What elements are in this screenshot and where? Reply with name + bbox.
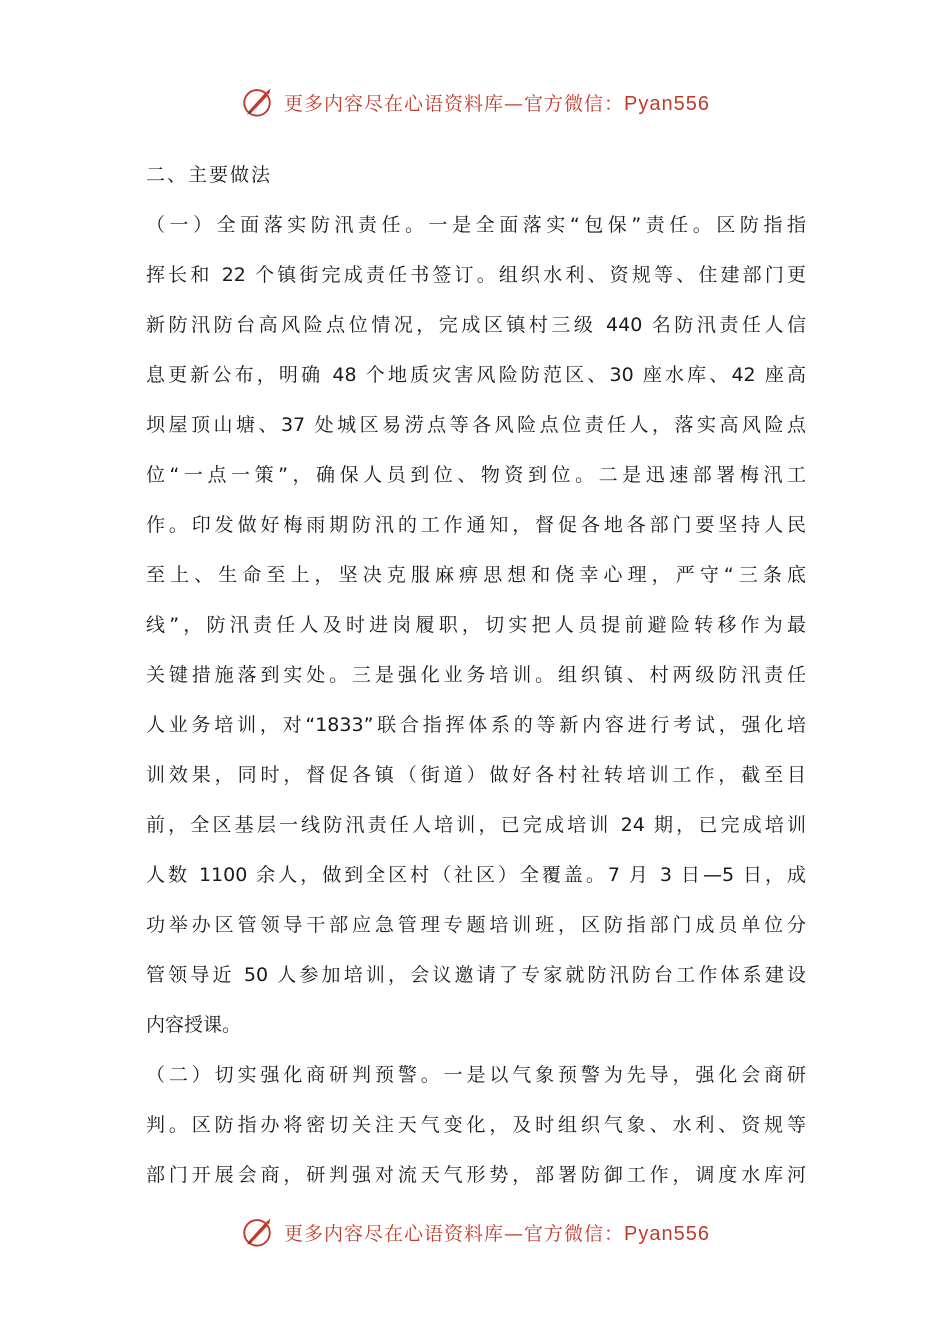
footer-banner — [0, 1212, 950, 1252]
text-line: 线”，防汛责任人及时进岗履职，切实把人员提前避险转移作为最 — [146, 614, 806, 636]
text-line: 部门开展会商，研判强对流天气形势，部署防御工作，调度水库河 — [146, 1164, 806, 1186]
text-line: 训效果，同时，督促各镇（街道）做好各村社转培训工作，截至目 — [146, 764, 806, 786]
text-line: 作。印发做好梅雨期防汛的工作通知，督促各地各部门要坚持人民 — [146, 514, 806, 536]
banner-text — [284, 89, 710, 116]
text-line: 挥长和 22 个镇街完成责任书签订。组织水利、资规等、住建部门更 — [146, 264, 806, 286]
text-line: 前，全区基层一线防汛责任人培训，已完成培训 24 期，已完成培训 — [146, 814, 806, 836]
paragraph-2 — [146, 1050, 806, 1200]
text-line: 位“一点一策”，确保人员到位、物资到位。二是迅速部署梅汛工 — [146, 464, 806, 486]
text-line: 人业务培训，对“1833”联合指挥体系的等新内容进行考试，强化培 — [146, 714, 806, 736]
document-body — [146, 150, 806, 1200]
text-line: （二）切实强化商研判预警。一是以气象预警为先导，强化会商研 — [146, 1064, 806, 1086]
wechat-id: Pyan556 — [624, 1222, 710, 1245]
text-line: 内容授课。 — [146, 1014, 242, 1036]
text-line: 判。区防指办将密切关注天气变化，及时组织气象、水利、资规等 — [146, 1114, 806, 1136]
text-line: （一）全面落实防汛责任。一是全面落实“包保”责任。区防指指 — [146, 214, 806, 236]
quill-pen-logo-icon — [240, 1215, 274, 1249]
text-line: 息更新公布，明确 48 个地质灾害风险防范区、30 座水库、42 座高 — [146, 364, 806, 386]
wechat-id: Pyan556 — [624, 92, 710, 115]
banner-text — [284, 1219, 710, 1246]
text-line: 管领导近 50 人参加培训，会议邀请了专家就防汛防台工作体系建设 — [146, 964, 806, 986]
text-line: 至上、生命至上，坚决克服麻痹思想和侥幸心理，严守“三条底 — [146, 564, 806, 586]
header-banner — [0, 82, 950, 122]
banner-prefix: 更多内容尽在心语资料库—官方微信： — [284, 92, 625, 115]
text-line: 关键措施落到实处。三是强化业务培训。组织镇、村两级防汛责任 — [146, 664, 806, 686]
section-heading: 二、主要做法 — [146, 164, 273, 186]
text-line: 新防汛防台高风险点位情况，完成区镇村三级 440 名防汛责任人信 — [146, 314, 806, 336]
text-line: 人数 1100 余人，做到全区村（社区）全覆盖。7 月 3 日—5 日，成 — [146, 864, 806, 886]
text-line: 功举办区管领导干部应急管理专题培训班，区防指部门成员单位分 — [146, 914, 806, 936]
banner-prefix: 更多内容尽在心语资料库—官方微信： — [284, 1222, 625, 1245]
quill-pen-logo-icon — [240, 85, 274, 119]
text-line: 坝屋顶山塘、37 处城区易涝点等各风险点位责任人，落实高风险点 — [146, 414, 806, 436]
paragraph-1 — [146, 200, 806, 1050]
